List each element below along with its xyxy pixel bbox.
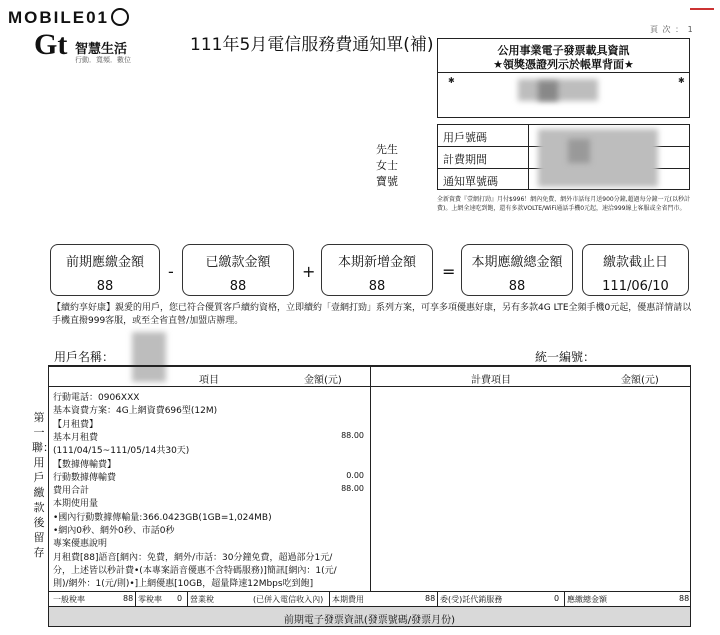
account-row-id: 用戶號碼 bbox=[438, 125, 689, 147]
table-row: •國內行動數據傳輸量:366.0423GB(1GB=1,024MB) bbox=[53, 512, 272, 523]
table-row: 則)/網外：1(元/則)•]上網優惠[10GB，超量降速12Mbps吃到飽] bbox=[53, 579, 314, 590]
row-amount: 0.00 bbox=[346, 470, 364, 480]
table-row: 分，上述皆以秒計費•(本專案語音優惠不含特碼服務)]簡訊[網內：1(元/ bbox=[53, 565, 337, 576]
table-row: 【數據傳輸費】 bbox=[53, 459, 117, 470]
table-row: 基本資費方案：4G上網資費696型(12M) bbox=[53, 406, 218, 417]
top-accent bbox=[690, 8, 714, 10]
honorific-firm: 寶號 bbox=[376, 175, 398, 188]
customer-name-label: 用戶名稱： bbox=[54, 350, 115, 364]
right-amount-header: 金額(元) bbox=[621, 375, 659, 386]
tax-footer: 一般稅率 88 零稅率 0 營業稅 (已併入電信收入內) 本期費用 88 委(受)託代銷服務 0 應繳總金額 88 bbox=[48, 592, 691, 607]
table-row: 專案優惠說明 bbox=[53, 539, 108, 550]
brand-mark: Gt bbox=[34, 28, 68, 61]
account-row-notice: 通知單號碼 bbox=[443, 175, 498, 188]
card-new-charges: 本期新增金額 88 bbox=[321, 244, 433, 296]
row-amount: 88.00 bbox=[341, 430, 364, 440]
table-row: (111/04/15~111/05/14共30天) bbox=[53, 446, 190, 457]
table-row: 費用合計 bbox=[53, 486, 90, 497]
account-row-period: 計費期間 bbox=[438, 147, 689, 169]
right-item-header: 計費項目 bbox=[471, 375, 511, 386]
einvoice-box: 公用事業電子發票載具資訊 ★領獎憑證列示於帳單背面★ ✱ ✱ bbox=[437, 38, 690, 118]
renewal-promo: 【續約享好康】親愛的用戶，您已符合優質客戶續約資格，立即續約「壹網打勁」系列方案，可享多項優惠好康，另有多款4G LTE全頻手機0元起，優惠詳情請以手機直撥999客服，或至全省直營/加盟店辦理。 bbox=[52, 303, 692, 326]
einvoice-history-bar: 前期電子發票資訊(發票號碼/發票月份) bbox=[48, 607, 691, 627]
watermark-logo: MOBILE01 bbox=[8, 8, 129, 28]
redacted-barcode bbox=[518, 79, 598, 101]
left-item-header: 項目 bbox=[199, 375, 219, 386]
table-row: 月租費[88]語音[網內：免費，網外/市話：30分鐘免費，超過部分1元/ bbox=[53, 552, 333, 563]
row-amount: 88.00 bbox=[341, 484, 364, 494]
honorific-ms: 女士 bbox=[376, 159, 398, 172]
smiley-icon bbox=[111, 8, 129, 26]
card-total-due: 本期應繳總金額 88 bbox=[461, 244, 573, 296]
table-row: 本期使用量 bbox=[53, 499, 99, 510]
charges-table bbox=[48, 366, 691, 592]
einvoice-title: 公用事業電子發票載具資訊 bbox=[497, 44, 630, 57]
brand-name: 智慧生活 bbox=[75, 42, 128, 57]
account-info-box bbox=[437, 124, 690, 190]
einvoice-subtitle: ★領獎憑證列示於帳單背面★ bbox=[493, 58, 634, 71]
table-row: 基本月租費 bbox=[53, 432, 99, 443]
left-amount-header: 金額(元) bbox=[304, 375, 342, 386]
page-number: 頁 次 ： 1 bbox=[650, 25, 694, 34]
table-row: 行動電話：0906XXX bbox=[53, 393, 140, 403]
card-previous-due: 前期應繳金額 88 bbox=[50, 244, 160, 296]
minus-operator: - bbox=[168, 262, 174, 281]
equals-operator: = bbox=[442, 262, 456, 281]
promo-note: 全新資費『壹網打勁』月付$996！網內免費、網外市話每月送900分鐘,超過每分鐘一元(以秒計費)。上網全速吃到飽，還有多款VOLTE/WiFi通話手機0元起，速洽999線上客服或全省門市。 bbox=[437, 196, 690, 212]
side-caption: 第一聯：用戶繳款後留存 bbox=[32, 411, 54, 559]
page-title: 111年5月電信服務費通知單(補) bbox=[190, 35, 434, 55]
redacted-account bbox=[538, 129, 658, 187]
unified-number-label: 統一編號： bbox=[535, 350, 596, 364]
table-row: 【月租費】 bbox=[53, 419, 99, 430]
plus-operator: + bbox=[302, 262, 316, 281]
card-paid: 已繳款金額 88 bbox=[182, 244, 294, 296]
table-row: 行動數據傳輸費 bbox=[53, 472, 117, 483]
honorific-mr: 先生 bbox=[376, 143, 398, 156]
card-due-date: 繳款截止日 111/06/10 bbox=[582, 244, 689, 296]
table-row: •網內0秒、網外0秒、市話0秒 bbox=[53, 526, 175, 536]
brand-tagline: 行動．寬頻．數位 bbox=[75, 56, 131, 64]
